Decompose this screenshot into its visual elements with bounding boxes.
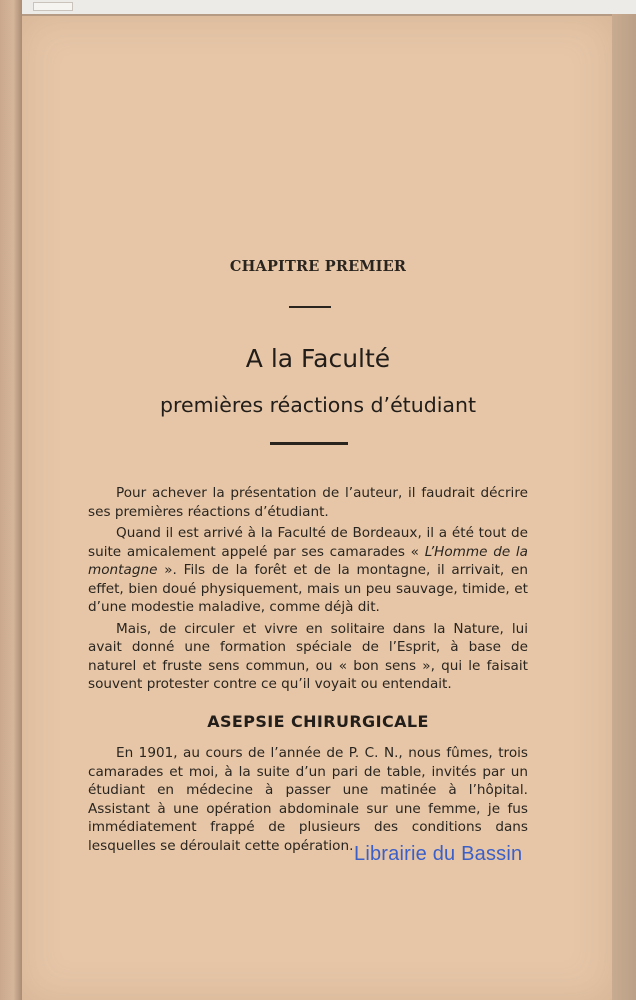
italic-title: L’Homme de la montagne xyxy=(88,543,528,578)
watermark: Librairie du Bassin xyxy=(354,843,523,865)
divider-rule-short xyxy=(289,306,331,308)
paragraph-text: Quand il est arrivé à la Faculté de Bordeaux, il a été tout de suite amicalement appelé par ses camarades « xyxy=(88,525,528,560)
page-edge-right xyxy=(612,14,636,1000)
divider-rule-long xyxy=(270,442,348,445)
book-spine-edge xyxy=(0,0,22,1000)
scanner-background xyxy=(0,0,636,14)
paragraph: Pour achever la présentation de l’auteur, il faudrait décrire ses premières réactions d’étudiant. xyxy=(88,485,528,520)
chapter-subtitle: premières réactions d’étudiant xyxy=(159,393,477,417)
page-tab xyxy=(33,2,73,11)
paragraph-text: ». Fils de la forêt et de la montagne, il arrivait, en effet, bien doué physiquement, mais un peu sauvage, timide, et d’une modestie maladive, comme déjà dit. xyxy=(88,562,528,615)
paragraph xyxy=(88,524,528,617)
body-text-intro xyxy=(88,484,528,697)
body-text-section xyxy=(88,744,528,858)
paragraph: En 1901, au cours de l’année de P. C. N., nous fûmes, trois camarades et moi, à la suite d’un pari de table, invités par un étudiant en médecine à passer une matinée à l’hôpital. Assistant à une opération abdominale sur une femme, je fus immédiatement frappé de plusieurs des conditions dans lesquelles se déroulait cette opération. xyxy=(88,745,528,854)
chapter-heading: CHAPITRE PREMIER xyxy=(229,258,407,275)
paragraph: Mais, de circuler et vivre en solitaire dans la Nature, lui avait donné une formation spéciale de l’Esprit, à base de naturel et fruste sens commun, ou « bon sens », qui le faisait souvent protester contre ce qu’il voyait ou entendait. xyxy=(88,620,528,692)
chapter-title: A la Faculté xyxy=(245,344,391,373)
section-heading: ASEPSIE CHIRURGICALE xyxy=(207,712,429,731)
